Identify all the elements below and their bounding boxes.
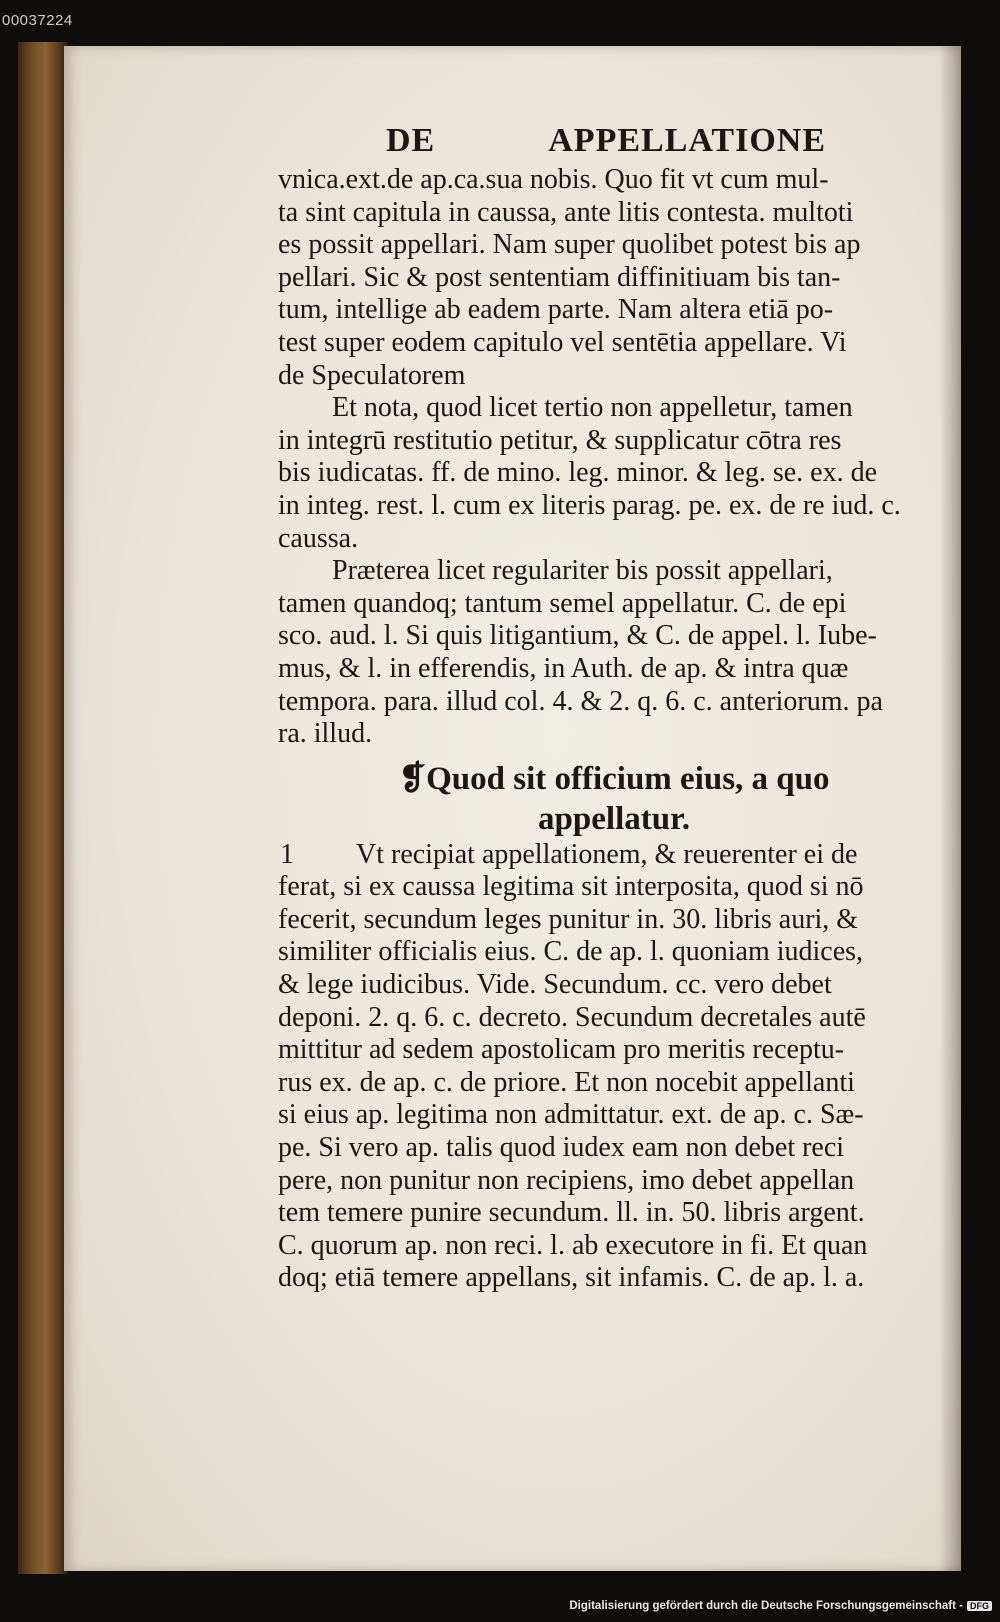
- text-line: mittitur ad sedem apostolicam pro meritis receptu-: [278, 1034, 845, 1066]
- text-line-content: Vt recipiat appellationem, & reuerenter ei de: [356, 838, 858, 870]
- paragraph-2: [278, 392, 950, 555]
- text-line: & lege iudicibus. Vide. Secundum. cc. vero debet: [278, 969, 832, 1001]
- text-line: in integrū restitutio petitur, & supplicatur cōtra res: [278, 424, 842, 456]
- text-line: pe. Si vero ap. talis quod iudex eam non debet reci: [278, 1132, 845, 1164]
- scan-id-label: 00037224: [2, 12, 73, 29]
- book-edge: [18, 42, 68, 1574]
- text-line: tum, intellige ab eadem parte. Nam altera etiā po-: [278, 294, 834, 326]
- text-line: mus, & l. in efferendis, in Auth. de ap. & intra quæ: [278, 652, 849, 684]
- text-line: test super eodem capitulo vel sentētia appellare. Vi: [278, 326, 847, 358]
- text-line: similiter officialis eius. C. de ap. l. quoniam iudices,: [278, 936, 864, 968]
- text-line: caussa.: [278, 522, 359, 554]
- header-left: DE: [386, 122, 436, 159]
- text-line: ta sint capitula in caussa, ante litis contesta. multoti: [278, 196, 854, 228]
- section-number: 1: [280, 838, 294, 870]
- text-line: fecerit, secundum leges punitur in. 30. libris auri, &: [278, 903, 859, 935]
- text-line: in integ. rest. l. cum ex literis parag. pe. ex. de re iud. c.: [278, 489, 901, 521]
- text-line: tempora. para. illud col. 4. & 2. q. 6. c. anteriorum. pa: [278, 685, 883, 717]
- text-line: deponi. 2. q. 6. c. decreto. Secundum decretales autē: [278, 1001, 866, 1033]
- text-line: [278, 839, 950, 872]
- book-page: [64, 46, 961, 1571]
- text-line: es possit appellari. Nam super quolibet potest bis ap: [278, 229, 861, 261]
- text-line: ra. illud.: [278, 718, 373, 750]
- section-heading-line-1: ❡Quod sit officium eius, a quo: [398, 760, 830, 797]
- text-line: pellari. Sic & post sententiam diffinitiuam bis tan-: [278, 261, 841, 293]
- paragraph-3: [278, 555, 950, 751]
- text-line: doq; etiā temere appellans, sit infamis. C. de ap. l. a.: [278, 1262, 865, 1294]
- credit-text: Digitalisierung gefördert durch die Deutsche Forschungsgemeinschaft -: [569, 1600, 963, 1612]
- paragraph-1: [278, 164, 950, 392]
- text-line: tem temere punire secundum. ll. in. 50. libris argent.: [278, 1197, 865, 1229]
- spacer: [278, 751, 950, 759]
- text-line: bis iudicatas. ff. de mino. leg. minor. & leg. se. ex. de: [278, 457, 878, 489]
- text-line: Præterea licet regulariter bis possit appellari,: [332, 555, 833, 587]
- text-line: pere, non punitur non recipiens, imo debet appellan: [278, 1164, 855, 1196]
- text-line: de Speculatorem: [278, 359, 466, 391]
- text-block: [278, 118, 950, 1295]
- dfg-logo: DFG: [967, 1601, 992, 1611]
- text-line: C. quorum ap. non reci. l. ab executore in fi. Et quan: [278, 1229, 868, 1261]
- running-header: [386, 118, 826, 164]
- text-line: tamen quandoq; tantum semel appellatur. C. de epi: [278, 587, 847, 619]
- text-line: rus ex. de ap. c. de priore. Et non nocebit appellanti: [278, 1066, 855, 1098]
- text-line: si eius ap. legitima non admittatur. ext. de ap. c. Sæ-: [278, 1099, 864, 1131]
- text-line: ferat, si ex caussa legitima sit interposita, quod si nō: [278, 871, 864, 903]
- text-line: vnica.ext.de ap.ca.sua nobis. Quo fit vt cum mul-: [278, 164, 829, 195]
- section-heading-line-2: appellatur.: [538, 800, 690, 837]
- digitization-credit: [569, 1600, 992, 1612]
- text-line: sco. aud. l. Si quis litigantium, & C. de appel. l. Iube-: [278, 620, 877, 652]
- paragraph-4: [278, 839, 950, 1295]
- header-right: APPELLATIONE: [548, 122, 826, 159]
- text-line: Et nota, quod licet tertio non appelletur, tamen: [332, 392, 853, 424]
